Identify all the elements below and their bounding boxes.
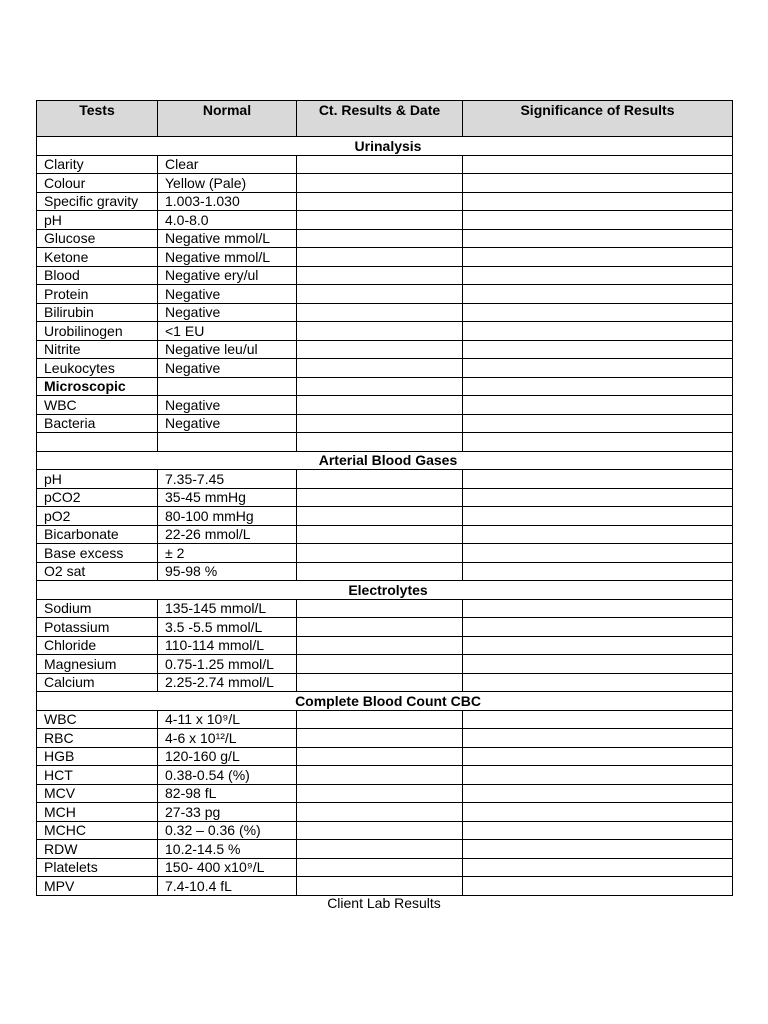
table-row	[37, 525, 733, 544]
significance-cell	[463, 340, 733, 359]
normal-cell: 110-114 mmol/L	[158, 636, 297, 655]
table-row	[37, 729, 733, 748]
result-cell	[297, 618, 463, 637]
lab-results-table	[36, 100, 733, 896]
section-row	[37, 137, 733, 156]
significance-cell	[463, 636, 733, 655]
table-row	[37, 359, 733, 378]
result-cell	[297, 470, 463, 489]
header-row	[37, 101, 733, 137]
table-row	[37, 784, 733, 803]
significance-cell	[463, 766, 733, 785]
result-cell	[297, 729, 463, 748]
test-cell: O2 sat	[37, 562, 158, 581]
result-cell	[297, 340, 463, 359]
section-row	[37, 451, 733, 470]
test-cell: Microscopic	[37, 377, 158, 396]
result-cell	[297, 562, 463, 581]
normal-cell: <1 EU	[158, 322, 297, 341]
table-row	[37, 192, 733, 211]
significance-cell	[463, 618, 733, 637]
normal-cell: 27-33 pg	[158, 803, 297, 822]
test-cell: pH	[37, 211, 158, 230]
table-row	[37, 618, 733, 637]
normal-cell: 80-100 mmHg	[158, 507, 297, 526]
test-cell: Bicarbonate	[37, 525, 158, 544]
significance-cell	[463, 729, 733, 748]
section-title: Electrolytes	[37, 581, 733, 600]
result-cell	[297, 840, 463, 859]
result-cell	[297, 858, 463, 877]
significance-cell	[463, 821, 733, 840]
test-cell: Leukocytes	[37, 359, 158, 378]
significance-cell	[463, 433, 733, 452]
table-row	[37, 877, 733, 896]
table-row	[37, 174, 733, 193]
table-row	[37, 655, 733, 674]
normal-cell: 82-98 fL	[158, 784, 297, 803]
result-cell	[297, 266, 463, 285]
result-cell	[297, 803, 463, 822]
result-cell	[297, 433, 463, 452]
significance-cell	[463, 673, 733, 692]
normal-cell: 4.0-8.0	[158, 211, 297, 230]
result-cell	[297, 322, 463, 341]
significance-cell	[463, 784, 733, 803]
normal-cell: Negative ery/ul	[158, 266, 297, 285]
result-cell	[297, 655, 463, 674]
header-significance: Significance of Results	[463, 101, 733, 137]
result-cell	[297, 710, 463, 729]
normal-cell: ± 2	[158, 544, 297, 563]
significance-cell	[463, 877, 733, 896]
table-row	[37, 470, 733, 489]
table-row	[37, 322, 733, 341]
section-title: Arterial Blood Gases	[37, 451, 733, 470]
test-cell: MCHC	[37, 821, 158, 840]
test-cell: Base excess	[37, 544, 158, 563]
result-cell	[297, 414, 463, 433]
test-cell: WBC	[37, 396, 158, 415]
significance-cell	[463, 840, 733, 859]
test-cell: RDW	[37, 840, 158, 859]
test-cell: Platelets	[37, 858, 158, 877]
significance-cell	[463, 562, 733, 581]
significance-cell	[463, 747, 733, 766]
significance-cell	[463, 174, 733, 193]
normal-cell: 150- 400 x10⁹/L	[158, 858, 297, 877]
significance-cell	[463, 544, 733, 563]
result-cell	[297, 766, 463, 785]
result-cell	[297, 396, 463, 415]
table-row	[37, 211, 733, 230]
table-row	[37, 599, 733, 618]
table-row	[37, 340, 733, 359]
table-row	[37, 155, 733, 174]
result-cell	[297, 525, 463, 544]
result-cell	[297, 747, 463, 766]
table-row	[37, 821, 733, 840]
table-row	[37, 673, 733, 692]
test-cell: HCT	[37, 766, 158, 785]
normal-cell: Negative	[158, 414, 297, 433]
normal-cell: Negative mmol/L	[158, 248, 297, 267]
test-cell: Chloride	[37, 636, 158, 655]
test-cell: Glucose	[37, 229, 158, 248]
significance-cell	[463, 470, 733, 489]
section-title: Complete Blood Count CBC	[37, 692, 733, 711]
normal-cell: 7.4-10.4 fL	[158, 877, 297, 896]
test-cell: Urobilinogen	[37, 322, 158, 341]
test-cell: Calcium	[37, 673, 158, 692]
normal-cell: Negative	[158, 303, 297, 322]
result-cell	[297, 673, 463, 692]
result-cell	[297, 599, 463, 618]
table-row	[37, 488, 733, 507]
normal-cell: Clear	[158, 155, 297, 174]
significance-cell	[463, 858, 733, 877]
result-cell	[297, 303, 463, 322]
test-cell	[37, 433, 158, 452]
test-cell: Nitrite	[37, 340, 158, 359]
test-cell: Specific gravity	[37, 192, 158, 211]
significance-cell	[463, 248, 733, 267]
significance-cell	[463, 266, 733, 285]
test-cell: Potassium	[37, 618, 158, 637]
significance-cell	[463, 396, 733, 415]
result-cell	[297, 192, 463, 211]
result-cell	[297, 636, 463, 655]
significance-cell	[463, 655, 733, 674]
normal-cell: 2.25-2.74 mmol/L	[158, 673, 297, 692]
normal-cell: 35-45 mmHg	[158, 488, 297, 507]
table-caption: Client Lab Results	[327, 895, 441, 911]
significance-cell	[463, 211, 733, 230]
header-ct-results-date: Ct. Results & Date	[297, 101, 463, 137]
result-cell	[297, 248, 463, 267]
normal-cell: 0.75-1.25 mmol/L	[158, 655, 297, 674]
result-cell	[297, 229, 463, 248]
normal-cell: 0.32 – 0.36 (%)	[158, 821, 297, 840]
normal-cell: 7.35-7.45	[158, 470, 297, 489]
normal-cell: 95-98 %	[158, 562, 297, 581]
result-cell	[297, 821, 463, 840]
normal-cell: Negative mmol/L	[158, 229, 297, 248]
significance-cell	[463, 322, 733, 341]
result-cell	[297, 488, 463, 507]
normal-cell: Negative	[158, 396, 297, 415]
table-row	[37, 414, 733, 433]
normal-cell: 3.5 -5.5 mmol/L	[158, 618, 297, 637]
normal-cell	[158, 377, 297, 396]
normal-cell: Negative	[158, 359, 297, 378]
test-cell: Sodium	[37, 599, 158, 618]
table-row	[37, 544, 733, 563]
table-row	[37, 840, 733, 859]
test-cell: MCV	[37, 784, 158, 803]
significance-cell	[463, 192, 733, 211]
normal-cell	[158, 433, 297, 452]
result-cell	[297, 211, 463, 230]
test-cell: Ketone	[37, 248, 158, 267]
normal-cell: 1.003-1.030	[158, 192, 297, 211]
table-row	[37, 377, 733, 396]
significance-cell	[463, 599, 733, 618]
header-normal: Normal	[158, 101, 297, 137]
significance-cell	[463, 303, 733, 322]
result-cell	[297, 377, 463, 396]
table-row	[37, 507, 733, 526]
test-cell: Bilirubin	[37, 303, 158, 322]
section-title: Urinalysis	[37, 137, 733, 156]
result-cell	[297, 155, 463, 174]
result-cell	[297, 544, 463, 563]
normal-cell: 0.38-0.54 (%)	[158, 766, 297, 785]
table-row	[37, 248, 733, 267]
test-cell: Protein	[37, 285, 158, 304]
section-row	[37, 692, 733, 711]
significance-cell	[463, 414, 733, 433]
significance-cell	[463, 507, 733, 526]
normal-cell: Yellow (Pale)	[158, 174, 297, 193]
significance-cell	[463, 359, 733, 378]
normal-cell: Negative	[158, 285, 297, 304]
significance-cell	[463, 377, 733, 396]
table-row	[37, 858, 733, 877]
test-cell: HGB	[37, 747, 158, 766]
table-row	[37, 229, 733, 248]
result-cell	[297, 174, 463, 193]
table-body	[37, 137, 733, 896]
table-row	[37, 396, 733, 415]
result-cell	[297, 359, 463, 378]
significance-cell	[463, 710, 733, 729]
test-cell: WBC	[37, 710, 158, 729]
test-cell: MPV	[37, 877, 158, 896]
table-row	[37, 747, 733, 766]
test-cell: pH	[37, 470, 158, 489]
significance-cell	[463, 488, 733, 507]
result-cell	[297, 285, 463, 304]
test-cell: pO2	[37, 507, 158, 526]
test-cell: Colour	[37, 174, 158, 193]
test-cell: MCH	[37, 803, 158, 822]
result-cell	[297, 784, 463, 803]
table-row	[37, 766, 733, 785]
test-cell: Magnesium	[37, 655, 158, 674]
result-cell	[297, 877, 463, 896]
test-cell: Blood	[37, 266, 158, 285]
table-row	[37, 710, 733, 729]
normal-cell: 22-26 mmol/L	[158, 525, 297, 544]
normal-cell: 4-6 x 10¹²/L	[158, 729, 297, 748]
table-row	[37, 266, 733, 285]
significance-cell	[463, 285, 733, 304]
significance-cell	[463, 525, 733, 544]
table-row	[37, 803, 733, 822]
normal-cell: 135-145 mmol/L	[158, 599, 297, 618]
section-row	[37, 581, 733, 600]
table-row	[37, 285, 733, 304]
significance-cell	[463, 229, 733, 248]
test-cell: RBC	[37, 729, 158, 748]
table-row	[37, 433, 733, 452]
table-row	[37, 303, 733, 322]
header-tests: Tests	[37, 101, 158, 137]
result-cell	[297, 507, 463, 526]
significance-cell	[463, 803, 733, 822]
table-row	[37, 562, 733, 581]
test-cell: Bacteria	[37, 414, 158, 433]
significance-cell	[463, 155, 733, 174]
normal-cell: Negative leu/ul	[158, 340, 297, 359]
test-cell: Clarity	[37, 155, 158, 174]
normal-cell: 120-160 g/L	[158, 747, 297, 766]
table-row	[37, 636, 733, 655]
normal-cell: 10.2-14.5 %	[158, 840, 297, 859]
test-cell: pCO2	[37, 488, 158, 507]
normal-cell: 4-11 x 10⁹/L	[158, 710, 297, 729]
